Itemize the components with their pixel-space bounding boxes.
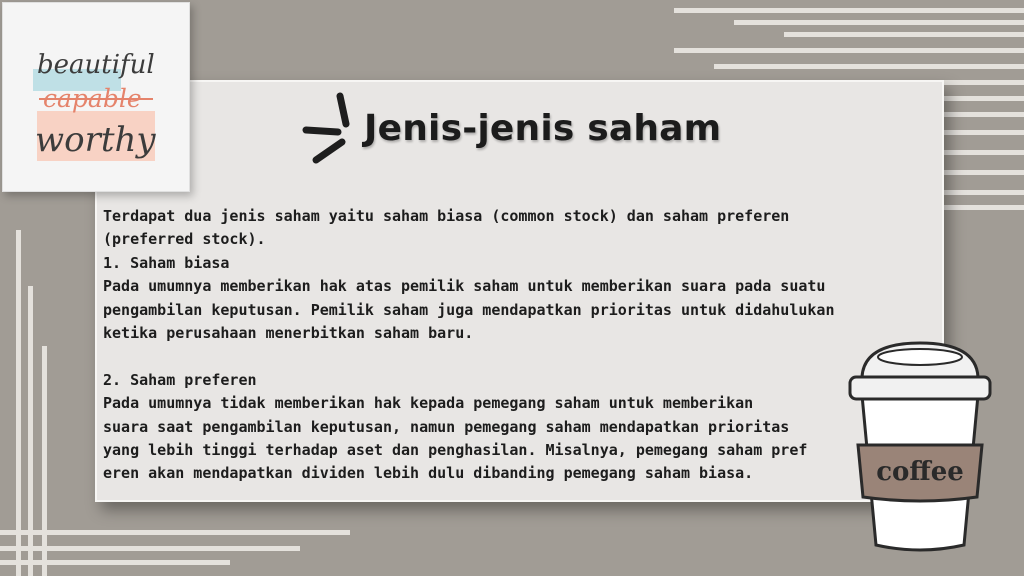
section2-line-3: yang lebih tinggi terhadap aset dan penghasilan. Misalnya, pemegang saham pref <box>103 441 808 460</box>
page-title: Jenis-jenis saham <box>364 108 722 149</box>
cup-label: coffee <box>876 457 964 487</box>
coffee-cup-icon <box>840 335 1000 560</box>
section1-line-1: Pada umumnya memberikan hak atas pemilik saham untuk memberikan suara pada suatu <box>103 277 826 296</box>
intro-line-2: (preferred stock). <box>103 230 266 249</box>
emphasis-lines-icon <box>300 90 358 170</box>
section2-line-1: Pada umumnya tidak memberikan hak kepada pemegang saham untuk memberikan <box>103 394 754 413</box>
section1-line-3: ketika perusahaan menerbitkan saham baru. <box>103 324 474 343</box>
logo-word-worthy: worthy <box>35 120 156 160</box>
body-text <box>103 205 923 486</box>
section1-line-2: pengambilan keputusan. Pemilik saham juga mendapatkan prioritas untuk didahulukan <box>103 300 835 319</box>
background-stripes-bottom <box>0 500 360 576</box>
section1-heading: 1. Saham biasa <box>103 253 230 272</box>
logo-word-beautiful: beautiful <box>37 50 155 80</box>
section2-line-2: suara saat pengambilan keputusan, namun pemegang saham mendapatkan prioritas <box>103 417 790 436</box>
logo-word-capable: capable <box>43 84 142 113</box>
intro-line-1: Terdapat dua jenis saham yaitu saham biasa (common stock) dan saham preferen <box>103 207 790 225</box>
section2-heading: 2. Saham preferen <box>103 370 257 389</box>
beautiful-capable-worthy-logo <box>2 2 190 192</box>
section2-line-4: eren akan mendapatkan dividen lebih dulu dibanding pemegang saham biasa. <box>103 464 754 483</box>
